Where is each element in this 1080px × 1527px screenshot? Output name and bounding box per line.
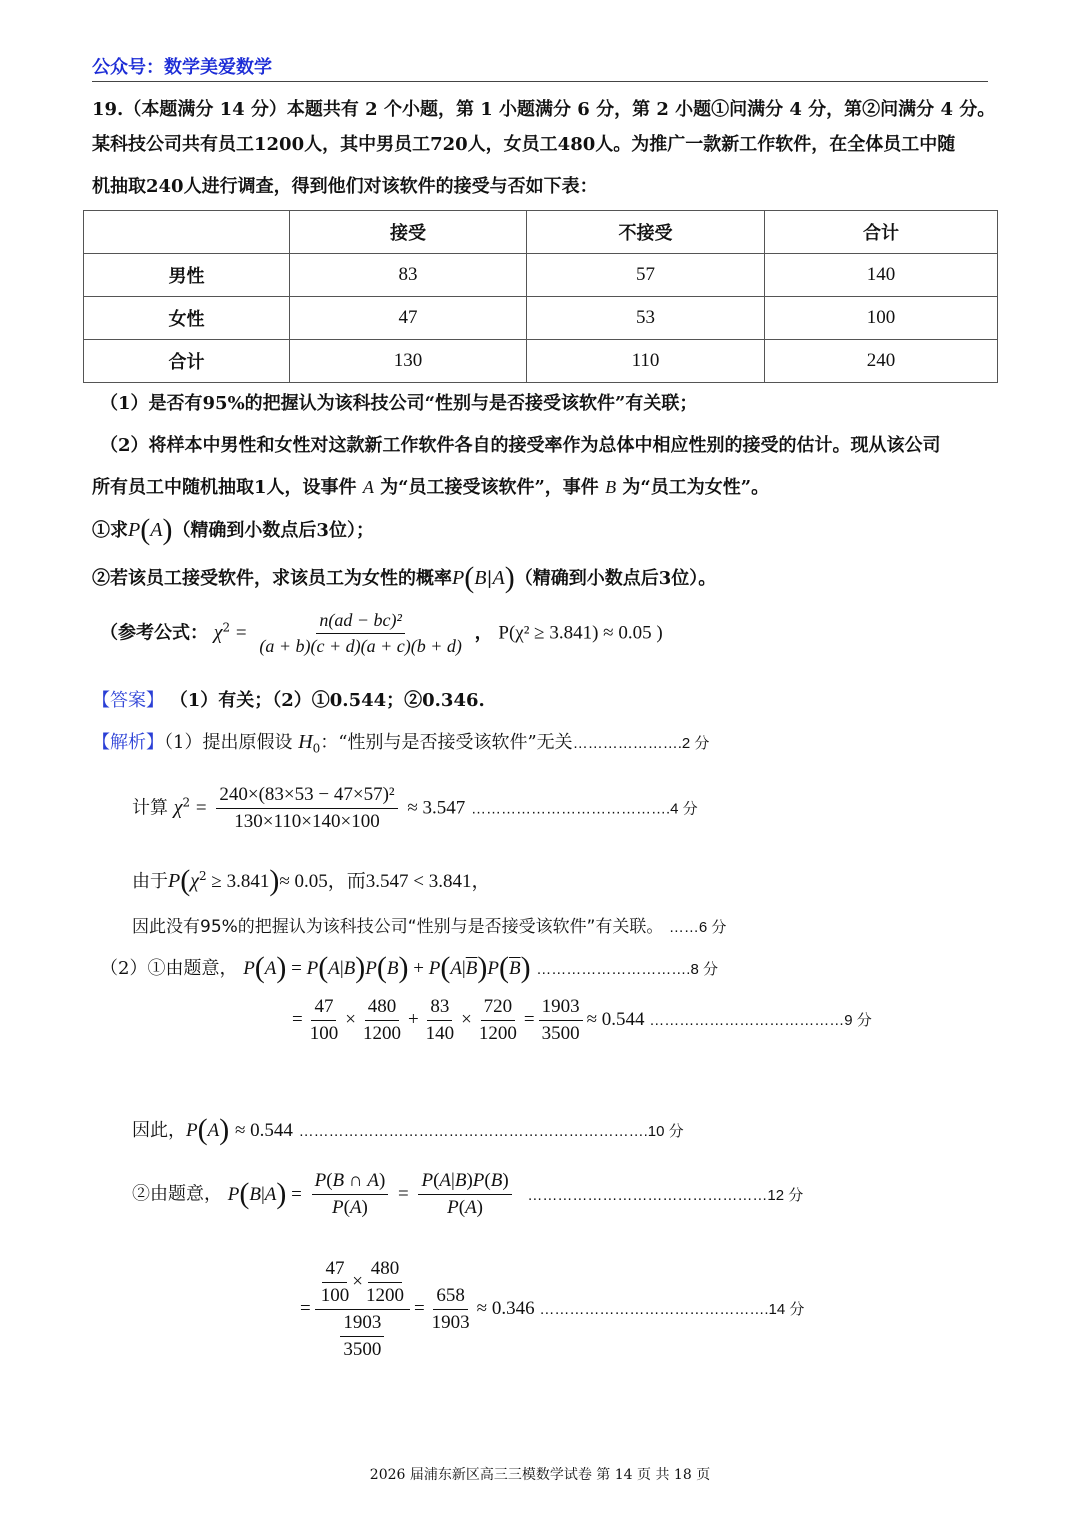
table-cell: 100 bbox=[765, 297, 998, 340]
answer-line: 【答案】 （1）有关；（2）①0.544；②0.346. bbox=[92, 690, 485, 711]
table-cell: 130 bbox=[290, 340, 527, 383]
table-cell: 83 bbox=[290, 254, 527, 297]
table-cell: 53 bbox=[527, 297, 765, 340]
table-cell: 140 bbox=[765, 254, 998, 297]
chi-calc-fraction: $\frac{\text{240×(83×53 − 47×57)²}}{130\times 110\times 140\times 100}$ bbox=[216, 784, 397, 833]
table-header-cell: 不接受 bbox=[527, 211, 765, 254]
header-rule bbox=[92, 81, 988, 82]
table-row bbox=[84, 340, 998, 383]
analysis-step-2: 计算 $\chi^2$ = $\frac{\text{240×(83×53 − 47×57)²}}{130\times 110\times 140\times 100}$ ≈ 3.547 ………………………………….4 分 bbox=[132, 784, 698, 832]
analysis-tag: 【解析】 bbox=[92, 732, 164, 753]
analysis-step-9: = $\frac{47}{100}$ × $\frac{480}{1200}$ $\frac{1903}{3500}$ = $\frac{658}{1903}$ ≈ 0.346 ……………………………………….14 分 bbox=[300, 1258, 805, 1360]
table-row bbox=[84, 254, 998, 297]
row-label: 男性 bbox=[84, 254, 290, 297]
table-header-row bbox=[84, 211, 998, 254]
analysis-step-5: （2）①由题意， $P(A) = P(A|B)P(B) + P(A|\overline{B})P(\overline{B})$ ………………………….8 分 bbox=[100, 951, 718, 984]
subquestion-2: ②若该员工接受软件，求该员工为女性的概率P(B|A)（精确到小数点后3位）。 bbox=[92, 561, 717, 594]
table-row bbox=[84, 297, 998, 340]
question-line-2: 某科技公司共有员工1200人，其中男员工720人，女员工480人。为推广一款新工作软件，在全体员工中随 bbox=[92, 134, 956, 155]
analysis-step-6: = $\frac{47}{100}$ × $\frac{480}{1200}$ + $\frac{83}{140}$ × $\frac{720}{1200}$ = $\frac{1903}{3500}$ ≈ 0.544 …………………………………9 分 bbox=[292, 996, 872, 1044]
part-1: （1）是否有95%的把握认为该科技公司“性别与是否接受该软件”有关联； bbox=[100, 393, 698, 414]
analysis-step-4: 因此没有95%的把握认为该科技公司“性别与是否接受该软件”有关联。 ……6 分 bbox=[132, 917, 727, 937]
reference-formula: （参考公式： $\chi^2$ = $\frac{\text{n(ad − bc)²}}{(a + b)(c + d)(a + c)(b + d)}$ ， P(χ² ≥ 3.841) ≈ 0.05 ) bbox=[100, 610, 663, 656]
table-header-cell: 合计 bbox=[765, 211, 998, 254]
table-cell: 47 bbox=[290, 297, 527, 340]
row-label: 合计 bbox=[84, 340, 290, 383]
table-header-cell: 接受 bbox=[290, 211, 527, 254]
subquestion-1: ①求P(A)（精确到小数点后3位）； bbox=[92, 513, 374, 546]
chi-square-fraction: $\frac{\text{n(ad − bc)²}}{(a + b)(c + d)(a + c)(b + d)}$ bbox=[259, 610, 462, 656]
analysis-step-1: 【解析】（1）提出原假设 $H_0$：“性别与是否接受该软件”无关………………….2 分 bbox=[92, 731, 710, 756]
table-cell: 57 bbox=[527, 254, 765, 297]
survey-table bbox=[83, 210, 998, 383]
row-label: 女性 bbox=[84, 297, 290, 340]
analysis-step-7: 因此，P(A) ≈ 0.544 …………………………………………………………….10 分 bbox=[132, 1113, 684, 1146]
analysis-step-8: ②由题意， P(B|A) = $\frac{P(B \cap A)}{P(A)}$ = $\frac{P(A|B)P(B)}{P(A)}$ …………………………………………12 分 bbox=[132, 1170, 804, 1218]
question-line-3: 机抽取240人进行调查，得到他们对该软件的接受与否如下表： bbox=[92, 176, 598, 197]
table-cell: 110 bbox=[527, 340, 765, 383]
part-2-line-2: 所有员工中随机抽取1人，设事件 A 为“员工接受该软件”，事件 B 为“员工为女性”。 bbox=[92, 477, 770, 498]
part-2-line-1: （2）将样本中男性和女性对这款新工作软件各自的接受率作为总体中相应性别的接受的估计。现从该公司 bbox=[100, 435, 941, 456]
source-header: 公众号：数学美爱数学 bbox=[92, 57, 272, 78]
table-cell: 240 bbox=[765, 340, 998, 383]
table-header-cell bbox=[84, 211, 290, 254]
answer-tag: 【答案】 bbox=[92, 690, 164, 711]
page-footer: 2026 届浦东新区高三三模数学试卷 第 14 页 共 18 页 bbox=[369, 1467, 711, 1483]
analysis-step-3: 由于$P(\chi^2 \ge 3.841)\approx 0.05$，而3.547 < 3.841， bbox=[132, 864, 491, 897]
question-line-1: 19.（本题满分 14 分）本题共有 2 个小题，第 1 小题满分 6 分，第 2 小题①问满分 4 分，第②问满分 4 分。 bbox=[92, 99, 996, 120]
